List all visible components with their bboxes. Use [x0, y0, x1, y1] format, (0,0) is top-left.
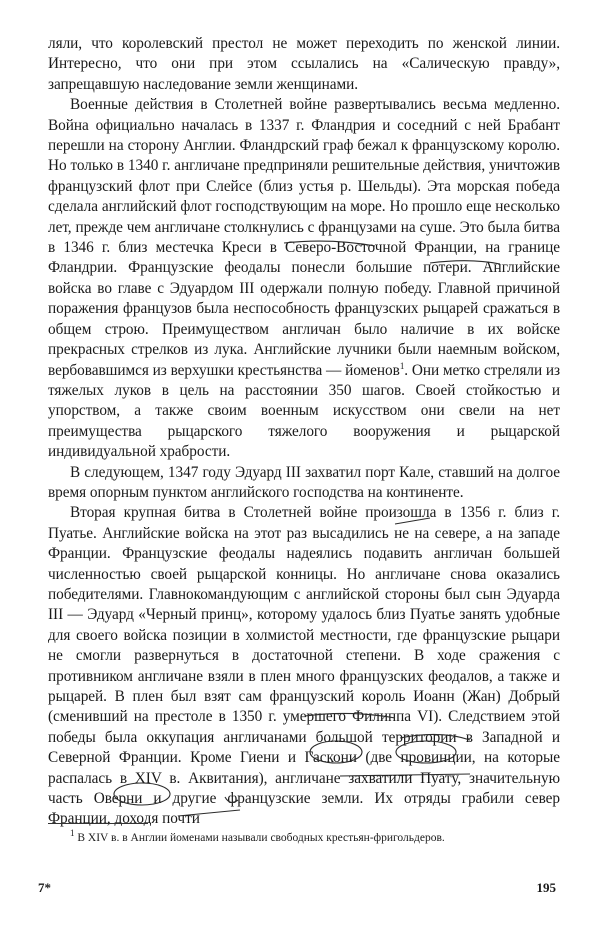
- paragraph-1: ляли, что королевский престол не может переходить по женской линии. Интересно, что они при этом ссылались на «Салическую правду», запрещавшую наследование земли женщинами.: [48, 35, 560, 93]
- page-number: 195: [536, 880, 556, 895]
- footnote-text: В XIV в. в Англии йоменами называли свободных крестьян-фригольдеров.: [77, 832, 445, 844]
- footnote: [48, 830, 560, 846]
- paragraph-4: Вторая крупная битва в Столетней войне произошла в 1356 г. близ г. Пуатье. Английские войска на этот раз высадились не на севере, а на западе Франции. Французские феодалы надеялись подавить англичан большей численностью своей рыцарской конницы. Но англичане снова оказались победителями. Главнокомандующим с английской стороны был сын Эдуарда III — Эдуард «Черный принц», которому удалось близ Пуатье занять удобные для своего войска позиции в холмистой местности, где французские рыцари не смогли развернуться в достаточной степени. В ходе сражения с противником англичане взяли в плен много французских феодалов, а также и рыцарей. В плен был взят сам французский король Иоанн (Жан) Добрый (сменивший на престоле в 1350 г. умершего Филиппа VI). Следствием этой победы была оккупация англичанами большой территории в Западной и Северной Франции. Кроме Гиени и Гаскони (две провинции, на которые распалась в XIV в. Аквитания), англичане захватили Пуату, значительную часть Оверни и другие французские земли. Их отряды грабили север Франции, доходя почти: [48, 504, 560, 828]
- footnote-reference: 1: [399, 360, 405, 371]
- signature-mark: 7*: [38, 880, 51, 895]
- page-body: [48, 34, 560, 830]
- paragraph-2-text-a: Военные действия в Столетней войне развертывались весьма медленно. Война официально началась в 1337 г. Фландрия и соседний с ней Брабант перешли на сторону Англии. Фландрский граф бежал к французскому королю. Но только в 1340 г. англичане предприняли решительные действия, уничтожив французский флот при Слейсе (близ устья р. Шельды). Эта морская победа сделала английский флот господствующим на море. Но прошло еще несколько лет, прежде чем англичане столкнулись с французами на суше. Это была битва в 1346 г. близ местечка Креси в Северо-Восточной Франции, на границе Фландрии. Французские феодалы понесли большие потери. Английские войска во главе с Эдуардом III одержали полную победу. Главной причиной поражения французов была неспособность французских рыцарей сражаться в общем строю. Преимуществом англичан было наличие в их войске прекрасных стрелков из лука. Английские лучники были наемным войском, вербовавшимся из верхушки крестьянства — йоменов: [48, 96, 560, 379]
- paragraph-2-text-b: . Они метко стреляли из тяжелых луков в цель на расстоянии 350 шагов. Своей стойкостью и упорством, а также своим военным искусством они свели на нет преимущества рыцарского тяжелого вооружения и рыцарской индивидуальной храбрости.: [48, 361, 561, 461]
- footnote-mark: 1: [70, 828, 75, 839]
- footnote-divider: [48, 823, 148, 824]
- paragraph-2: [48, 95, 560, 462]
- paragraph-3: В следующем, 1347 году Эдуард III захватил порт Кале, ставший на долгое время опорным пунктом английского господства на континенте.: [48, 463, 560, 501]
